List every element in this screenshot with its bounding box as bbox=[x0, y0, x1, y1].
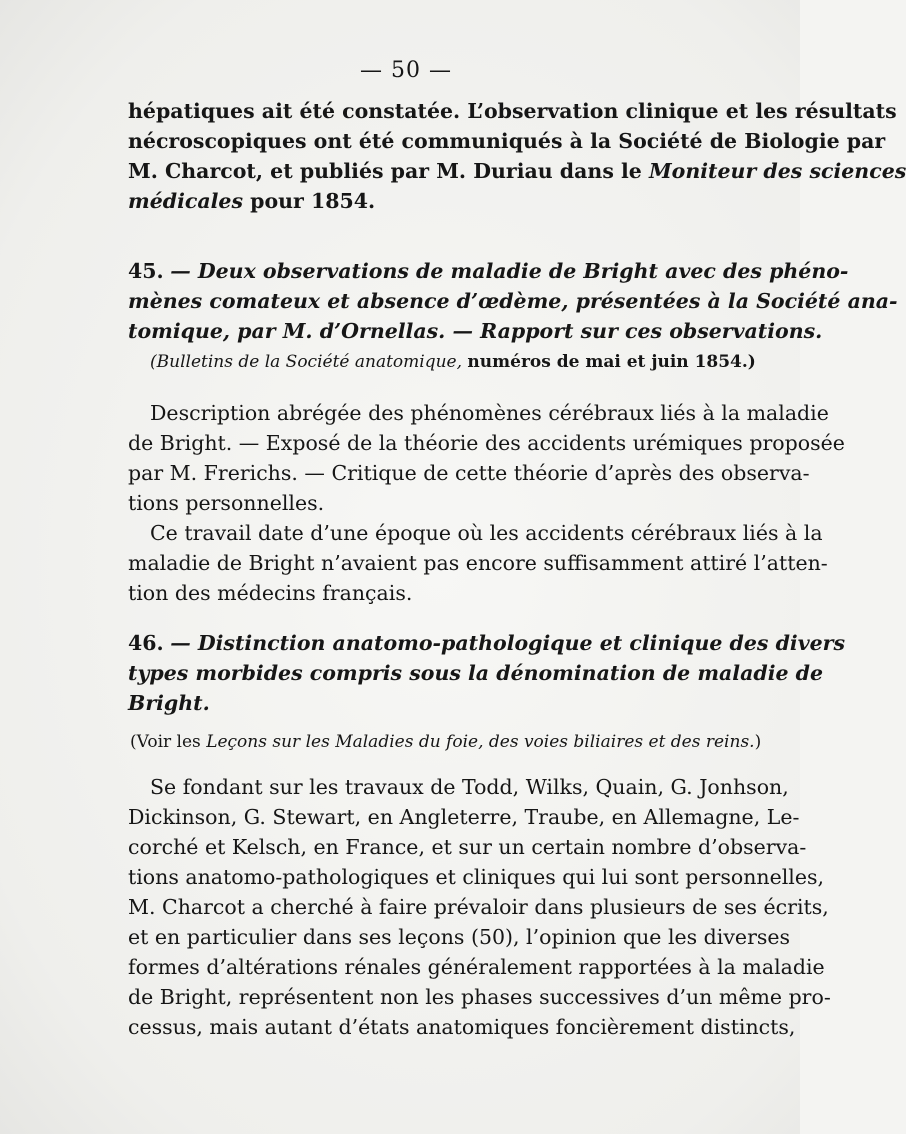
text-line: et en particulier dans ses leçons (50), l’opinion que les diverses bbox=[128, 925, 791, 949]
text-line: M. Charcot a cherché à faire prévaloir dans plusieurs de ses écrits, bbox=[128, 895, 829, 919]
text-line: corché et Kelsch, en France, et sur un certain nombre d’observa- bbox=[128, 835, 807, 859]
journal-title: médicales bbox=[128, 189, 243, 213]
text-line: tion des médecins français. bbox=[128, 581, 413, 605]
text-line: de Bright, représentent non les phases successives d’un même pro- bbox=[128, 985, 831, 1009]
entry-number: 45. bbox=[128, 259, 164, 283]
heading-line: 46. — Distinction anatomo-pathologique et clinique des divers bbox=[128, 631, 846, 655]
heading-line: types morbides compris sous la dénomination de maladie de bbox=[128, 661, 824, 685]
entry-45-heading bbox=[128, 256, 898, 346]
text-line: cessus, mais autant d’états anatomiques foncièrement distincts, bbox=[128, 1015, 796, 1039]
text-line: par M. Frerichs. — Critique de cette théorie d’après des observa- bbox=[128, 461, 810, 485]
journal-title: Moniteur des sciences bbox=[648, 159, 906, 183]
text-line: Se fondant sur les travaux de Todd, Wilks, Quain, G. Jonhson, bbox=[150, 775, 789, 799]
heading-line: 45. — Deux observations de maladie de Bright avec des phéno- bbox=[128, 259, 849, 283]
entry-46-heading bbox=[128, 628, 846, 718]
text-line: Dickinson, G. Stewart, en Angleterre, Traube, en Allemagne, Le- bbox=[128, 805, 800, 829]
heading-line: mènes comateux et absence d’œdème, présentées à la Société ana- bbox=[128, 289, 898, 313]
entry-number: 46. bbox=[128, 631, 164, 655]
page-number: — 50 — bbox=[360, 58, 452, 83]
text-line: tions anatomo-pathologiques et cliniques qui lui sont personnelles, bbox=[128, 865, 825, 889]
top-paragraph bbox=[128, 96, 906, 216]
entry-46-body bbox=[128, 772, 831, 1042]
text-line: Ce travail date d’une époque où les accidents cérébraux liés à la bbox=[150, 521, 823, 545]
text-line: formes d’altérations rénales généralement rapportées à la maladie bbox=[128, 955, 825, 979]
text-line: de Bright. — Exposé de la théorie des accidents urémiques proposée bbox=[128, 431, 845, 455]
entry-46-reference: (Voir les Leçons sur les Maladies du foie, des voies biliaires et des reins.) bbox=[130, 732, 762, 752]
heading-line: tomique, par M. d’Ornellas. — Rapport sur ces observations. bbox=[128, 319, 823, 343]
text-line: hépatiques ait été constatée. L’observation clinique et les résultats bbox=[128, 99, 897, 123]
entry-45-body bbox=[128, 398, 845, 608]
text-line: Description abrégée des phénomènes cérébraux liés à la maladie bbox=[150, 401, 829, 425]
text-line: M. Charcot, et publiés par M. Duriau dans le Moniteur des sciences bbox=[128, 159, 906, 183]
text-line: maladie de Bright n’avaient pas encore suffisamment attiré l’atten- bbox=[128, 551, 828, 575]
heading-line: Bright. bbox=[128, 691, 210, 715]
entry-45-reference: (Bulletins de la Société anatomique, numéros de mai et juin 1854.) bbox=[150, 352, 756, 372]
text-line: nécroscopiques ont été communiqués à la Société de Biologie par bbox=[128, 129, 886, 153]
text-line: tions personnelles. bbox=[128, 491, 325, 515]
text-line: médicales pour 1854. bbox=[128, 189, 376, 213]
